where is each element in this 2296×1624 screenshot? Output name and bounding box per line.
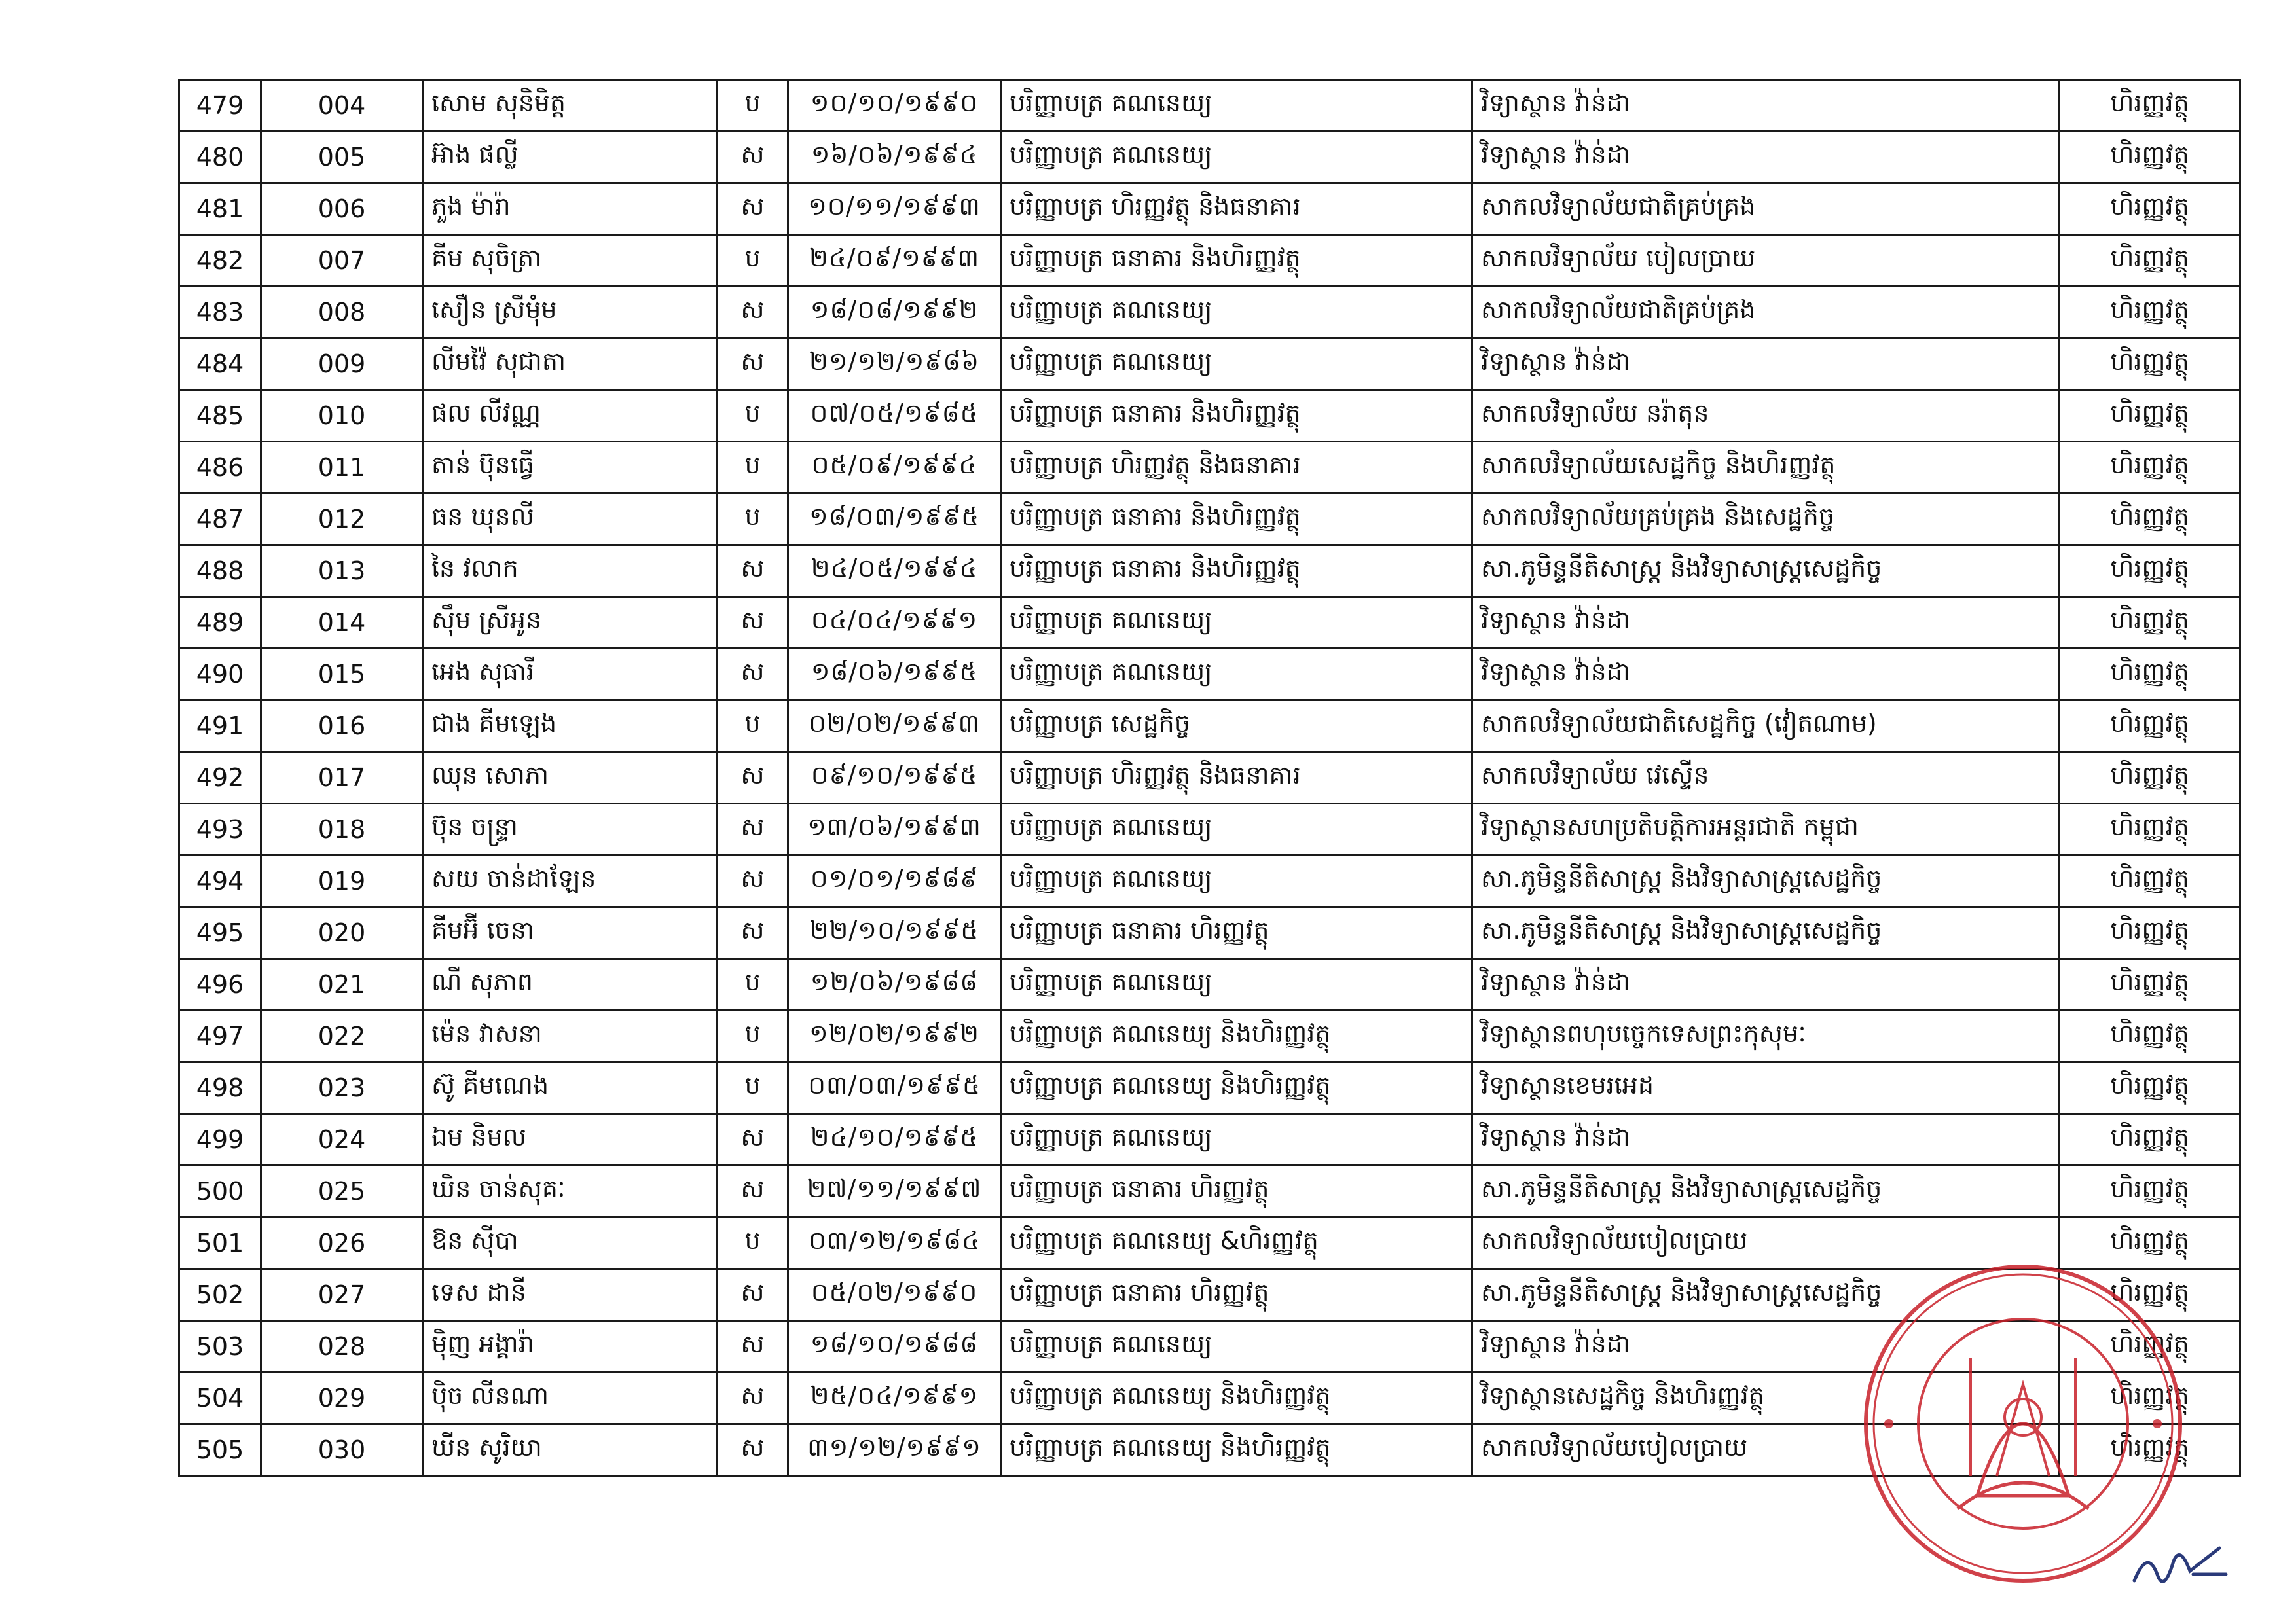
birth-date-cell: ១៨/១០/១៩៨៨: [788, 1321, 1001, 1373]
table-row: [179, 752, 2240, 804]
row-number-cell: 494: [179, 856, 261, 907]
birth-date-cell: ០៤/០៤/១៩៩១: [788, 597, 1001, 649]
row-number-cell: 490: [179, 649, 261, 700]
table-row: [179, 597, 2240, 649]
row-code-cell: 016: [261, 700, 423, 752]
major-cell: ហិរញ្ញវត្ថុ: [2060, 856, 2240, 907]
birth-date-cell: ០៥/០៩/១៩៩៤: [788, 442, 1001, 494]
major-cell: ហិរញ្ញវត្ថុ: [2060, 907, 2240, 959]
candidate-name-cell: អេង សុធារី: [423, 649, 718, 700]
major-cell: ហិរញ្ញវត្ថុ: [2060, 1166, 2240, 1218]
candidate-name-cell: ស៊ូ គីមណេង: [423, 1062, 718, 1114]
birth-date-cell: ០៣/០៣/១៩៩៥: [788, 1062, 1001, 1114]
degree-cell: បរិញ្ញាបត្រ សេដ្ឋកិច្ច: [1001, 700, 1472, 752]
candidate-name-cell: ឈុន សោភា: [423, 752, 718, 804]
birth-date-cell: ២៧/១១/១៩៩៧: [788, 1166, 1001, 1218]
row-code-cell: 013: [261, 545, 423, 597]
candidate-name-cell: សយ ចាន់ដាឡែន: [423, 856, 718, 907]
candidate-name-cell: ឃិន ចាន់សុគៈ: [423, 1166, 718, 1218]
row-code-cell: 022: [261, 1011, 423, 1062]
institution-cell: វិទ្យាស្ថាន វ៉ាន់ដា: [1472, 649, 2060, 700]
table-row: [179, 959, 2240, 1011]
sex-cell: ស: [718, 1269, 788, 1321]
institution-cell: សា.ភូមិន្ទនីតិសាស្ត្រ និងវិទ្យាសាស្ត្រសេដ្ឋកិច្ច: [1472, 1166, 2060, 1218]
candidate-name-cell: ប៊ុន ចន្ទ្រា: [423, 804, 718, 856]
institution-cell: វិទ្យាស្ថាន វ៉ាន់ដា: [1472, 1114, 2060, 1166]
sex-cell: ស: [718, 1114, 788, 1166]
birth-date-cell: ០៧/០៥/១៩៨៥: [788, 390, 1001, 442]
candidate-name-cell: តាន់ ប៊ុនធ្វើ: [423, 442, 718, 494]
degree-cell: បរិញ្ញាបត្រ ហិរញ្ញវត្ថុ និងធនាគារ: [1001, 183, 1472, 235]
institution-cell: វិទ្យាស្ថាន វ៉ាន់ដា: [1472, 132, 2060, 183]
row-number-cell: 491: [179, 700, 261, 752]
table-row: [179, 442, 2240, 494]
degree-cell: បរិញ្ញាបត្រ ធនាគារ និងហិរញ្ញវត្ថុ: [1001, 545, 1472, 597]
degree-cell: បរិញ្ញាបត្រ គណនេយ្យ: [1001, 287, 1472, 338]
row-number-cell: 502: [179, 1269, 261, 1321]
institution-cell: សាកលវិទ្យាល័យ វេស្ទើន: [1472, 752, 2060, 804]
degree-cell: បរិញ្ញាបត្រ គណនេយ្យ និងហិរញ្ញវត្ថុ: [1001, 1011, 1472, 1062]
row-code-cell: 005: [261, 132, 423, 183]
major-cell: ហិរញ្ញវត្ថុ: [2060, 1321, 2240, 1373]
major-cell: ហិរញ្ញវត្ថុ: [2060, 804, 2240, 856]
birth-date-cell: ១៨/០៣/១៩៩៥: [788, 494, 1001, 545]
row-code-cell: 010: [261, 390, 423, 442]
major-cell: ហិរញ្ញវត្ថុ: [2060, 390, 2240, 442]
major-cell: ហិរញ្ញវត្ថុ: [2060, 1114, 2240, 1166]
birth-date-cell: ០៥/០២/១៩៩០: [788, 1269, 1001, 1321]
birth-date-cell: ១៣/០៦/១៩៩៣: [788, 804, 1001, 856]
institution-cell: សាកលវិទ្យាល័យជាតិសេដ្ឋកិច្ច (វៀតណាម): [1472, 700, 2060, 752]
signature-mark: [2128, 1535, 2232, 1600]
row-number-cell: 480: [179, 132, 261, 183]
institution-cell: សាកលវិទ្យាល័យបៀលប្រាយ: [1472, 1424, 2060, 1476]
candidate-name-cell: លីមវ៉ៃ សុជាតា: [423, 338, 718, 390]
birth-date-cell: ១០/១០/១៩៩០: [788, 80, 1001, 132]
sex-cell: ស: [718, 132, 788, 183]
institution-cell: វិទ្យាស្ថាន វ៉ាន់ដា: [1472, 597, 2060, 649]
degree-cell: បរិញ្ញាបត្រ គណនេយ្យ: [1001, 1114, 1472, 1166]
row-code-cell: 008: [261, 287, 423, 338]
sex-cell: ស: [718, 597, 788, 649]
major-cell: ហិរញ្ញវត្ថុ: [2060, 649, 2240, 700]
sex-cell: ស: [718, 907, 788, 959]
degree-cell: បរិញ្ញាបត្រ គណនេយ្យ: [1001, 80, 1472, 132]
sex-cell: ស: [718, 1424, 788, 1476]
birth-date-cell: ១០/១១/១៩៩៣: [788, 183, 1001, 235]
institution-cell: សា.ភូមិន្ទនីតិសាស្ត្រ និងវិទ្យាសាស្ត្រសេដ្ឋកិច្ច: [1472, 907, 2060, 959]
degree-cell: បរិញ្ញាបត្រ គណនេយ្យ: [1001, 597, 1472, 649]
major-cell: ហិរញ្ញវត្ថុ: [2060, 700, 2240, 752]
birth-date-cell: ០២/០២/១៩៩៣: [788, 700, 1001, 752]
row-code-cell: 020: [261, 907, 423, 959]
institution-cell: វិទ្យាស្ថាន វ៉ាន់ដា: [1472, 80, 2060, 132]
institution-cell: វិទ្យាស្ថានសេដ្ឋកិច្ច និងហិរញ្ញវត្ថុ: [1472, 1373, 2060, 1424]
degree-cell: បរិញ្ញាបត្រ គណនេយ្យ: [1001, 959, 1472, 1011]
sex-cell: ប: [718, 235, 788, 287]
sex-cell: ប: [718, 494, 788, 545]
row-code-cell: 021: [261, 959, 423, 1011]
row-number-cell: 495: [179, 907, 261, 959]
sex-cell: ស: [718, 183, 788, 235]
candidate-name-cell: ឱន ស៊ីបា: [423, 1218, 718, 1269]
institution-cell: សាកលវិទ្យាល័យ បៀលប្រាយ: [1472, 235, 2060, 287]
table-row: [179, 287, 2240, 338]
table-row: [179, 700, 2240, 752]
row-number-cell: 483: [179, 287, 261, 338]
institution-cell: សាកលវិទ្យាល័យសេដ្ឋកិច្ច និងហិរញ្ញវត្ថុ: [1472, 442, 2060, 494]
major-cell: ហិរញ្ញវត្ថុ: [2060, 338, 2240, 390]
row-number-cell: 501: [179, 1218, 261, 1269]
row-number-cell: 500: [179, 1166, 261, 1218]
candidate-name-cell: ធន ឃុនលី: [423, 494, 718, 545]
degree-cell: បរិញ្ញាបត្រ គណនេយ្យ: [1001, 1321, 1472, 1373]
birth-date-cell: ២៤/០៩/១៩៩៣: [788, 235, 1001, 287]
row-number-cell: 479: [179, 80, 261, 132]
table-row: [179, 1114, 2240, 1166]
major-cell: ហិរញ្ញវត្ថុ: [2060, 752, 2240, 804]
major-cell: ហិរញ្ញវត្ថុ: [2060, 1218, 2240, 1269]
sex-cell: ប: [718, 700, 788, 752]
row-number-cell: 503: [179, 1321, 261, 1373]
major-cell: ហិរញ្ញវត្ថុ: [2060, 1062, 2240, 1114]
row-code-cell: 025: [261, 1166, 423, 1218]
institution-cell: វិទ្យាស្ថានពហុបច្ចេកទេសព្រះកុសុមៈ: [1472, 1011, 2060, 1062]
row-code-cell: 007: [261, 235, 423, 287]
row-number-cell: 499: [179, 1114, 261, 1166]
institution-cell: សាកលវិទ្យាល័យ នរ៉ាតុន: [1472, 390, 2060, 442]
birth-date-cell: ២២/១០/១៩៩៥: [788, 907, 1001, 959]
degree-cell: បរិញ្ញាបត្រ គណនេយ្យ និងហិរញ្ញវត្ថុ: [1001, 1062, 1472, 1114]
row-number-cell: 493: [179, 804, 261, 856]
sex-cell: ប: [718, 442, 788, 494]
birth-date-cell: ៣១/១២/១៩៩១: [788, 1424, 1001, 1476]
birth-date-cell: ១៨/០៦/១៩៩៥: [788, 649, 1001, 700]
degree-cell: បរិញ្ញាបត្រ ហិរញ្ញវត្ថុ និងធនាគារ: [1001, 752, 1472, 804]
degree-cell: បរិញ្ញាបត្រ ធនាគារ និងហិរញ្ញវត្ថុ: [1001, 494, 1472, 545]
row-code-cell: 024: [261, 1114, 423, 1166]
candidate-name-cell: សោម សុនិមិត្ត: [423, 80, 718, 132]
candidate-name-cell: ម៉ិញ អង្គារ៉ា: [423, 1321, 718, 1373]
sex-cell: ស: [718, 649, 788, 700]
major-cell: ហិរញ្ញវត្ថុ: [2060, 1011, 2240, 1062]
major-cell: ហិរញ្ញវត្ថុ: [2060, 1373, 2240, 1424]
degree-cell: បរិញ្ញាបត្រ ធនាគារ ហិរញ្ញវត្ថុ: [1001, 1269, 1472, 1321]
birth-date-cell: ១២/០៦/១៩៨៨: [788, 959, 1001, 1011]
table-row: [179, 235, 2240, 287]
row-number-cell: 498: [179, 1062, 261, 1114]
birth-date-cell: ២១/១២/១៩៨៦: [788, 338, 1001, 390]
row-code-cell: 028: [261, 1321, 423, 1373]
row-number-cell: 482: [179, 235, 261, 287]
institution-cell: សាកលវិទ្យាល័យជាតិគ្រប់គ្រង: [1472, 287, 2060, 338]
table-row: [179, 80, 2240, 132]
degree-cell: បរិញ្ញាបត្រ ធនាគារ ហិរញ្ញវត្ថុ: [1001, 907, 1472, 959]
candidate-name-cell: អ៊ាង ផល្លី: [423, 132, 718, 183]
row-code-cell: 012: [261, 494, 423, 545]
table-row: [179, 649, 2240, 700]
major-cell: ហិរញ្ញវត្ថុ: [2060, 183, 2240, 235]
candidate-name-cell: គីមអ៊ី ចេនា: [423, 907, 718, 959]
row-code-cell: 019: [261, 856, 423, 907]
birth-date-cell: ២៤/០៥/១៩៩៤: [788, 545, 1001, 597]
row-number-cell: 481: [179, 183, 261, 235]
table-row: [179, 494, 2240, 545]
row-code-cell: 027: [261, 1269, 423, 1321]
major-cell: ហិរញ្ញវត្ថុ: [2060, 442, 2240, 494]
candidate-name-cell: នៃ វលាក: [423, 545, 718, 597]
candidate-name-cell: ឃីន សូរិយា: [423, 1424, 718, 1476]
row-code-cell: 017: [261, 752, 423, 804]
sex-cell: ស: [718, 287, 788, 338]
institution-cell: សា.ភូមិន្ទនីតិសាស្ត្រ និងវិទ្យាសាស្ត្រសេដ្ឋកិច្ច: [1472, 545, 2060, 597]
institution-cell: សា.ភូមិន្ទនីតិសាស្ត្រ និងវិទ្យាសាស្ត្រសេដ្ឋកិច្ច: [1472, 1269, 2060, 1321]
institution-cell: សាកលវិទ្យាល័យគ្រប់គ្រង និងសេដ្ឋកិច្ច: [1472, 494, 2060, 545]
row-number-cell: 488: [179, 545, 261, 597]
candidate-name-cell: ឯម និមល: [423, 1114, 718, 1166]
sex-cell: ប: [718, 1062, 788, 1114]
row-number-cell: 486: [179, 442, 261, 494]
birth-date-cell: ១៦/០៦/១៩៩៤: [788, 132, 1001, 183]
candidate-name-cell: ណី សុភាព: [423, 959, 718, 1011]
birth-date-cell: ១៨/០៨/១៩៩២: [788, 287, 1001, 338]
table-row: [179, 1062, 2240, 1114]
institution-cell: វិទ្យាស្ថាន វ៉ាន់ដា: [1472, 1321, 2060, 1373]
major-cell: ហិរញ្ញវត្ថុ: [2060, 597, 2240, 649]
birth-date-cell: ០៩/១០/១៩៩៥: [788, 752, 1001, 804]
sex-cell: ស: [718, 1373, 788, 1424]
row-number-cell: 504: [179, 1373, 261, 1424]
candidate-name-cell: គីម សុចិត្រា: [423, 235, 718, 287]
sex-cell: ប: [718, 390, 788, 442]
birth-date-cell: ២៤/១០/១៩៩៥: [788, 1114, 1001, 1166]
sex-cell: ស: [718, 856, 788, 907]
degree-cell: បរិញ្ញាបត្រ គណនេយ្យ: [1001, 338, 1472, 390]
institution-cell: សា.ភូមិន្ទនីតិសាស្ត្រ និងវិទ្យាសាស្ត្រសេដ្ឋកិច្ច: [1472, 856, 2060, 907]
degree-cell: បរិញ្ញាបត្រ ហិរញ្ញវត្ថុ និងធនាគារ: [1001, 442, 1472, 494]
row-code-cell: 018: [261, 804, 423, 856]
birth-date-cell: ១២/០២/១៩៩២: [788, 1011, 1001, 1062]
row-code-cell: 015: [261, 649, 423, 700]
table-row: [179, 132, 2240, 183]
major-cell: ហិរញ្ញវត្ថុ: [2060, 959, 2240, 1011]
degree-cell: បរិញ្ញាបត្រ គណនេយ្យ: [1001, 132, 1472, 183]
row-number-cell: 487: [179, 494, 261, 545]
institution-cell: វិទ្យាស្ថានសហប្រតិបត្តិការអន្តរជាតិ កម្ពុជា: [1472, 804, 2060, 856]
major-cell: ហិរញ្ញវត្ថុ: [2060, 235, 2240, 287]
degree-cell: បរិញ្ញាបត្រ ធនាគារ ហិរញ្ញវត្ថុ: [1001, 1166, 1472, 1218]
major-cell: ហិរញ្ញវត្ថុ: [2060, 1424, 2240, 1476]
sex-cell: ប: [718, 80, 788, 132]
institution-cell: សាកលវិទ្យាល័យបៀលប្រាយ: [1472, 1218, 2060, 1269]
major-cell: ហិរញ្ញវត្ថុ: [2060, 494, 2240, 545]
table-row: [179, 1166, 2240, 1218]
row-code-cell: 004: [261, 80, 423, 132]
candidate-name-cell: ផល លីវណ្ណ: [423, 390, 718, 442]
sex-cell: ប: [718, 1011, 788, 1062]
institution-cell: វិទ្យាស្ថាន វ៉ាន់ដា: [1472, 338, 2060, 390]
candidate-name-cell: សឿន ស្រីមុំម: [423, 287, 718, 338]
table-row: [179, 804, 2240, 856]
table-row: [179, 390, 2240, 442]
candidate-name-cell: ស៊ឹម ស្រីអូន: [423, 597, 718, 649]
row-code-cell: 006: [261, 183, 423, 235]
institution-cell: វិទ្យាស្ថានខេមរអេដ: [1472, 1062, 2060, 1114]
major-cell: ហិរញ្ញវត្ថុ: [2060, 545, 2240, 597]
row-code-cell: 026: [261, 1218, 423, 1269]
table-row: [179, 183, 2240, 235]
major-cell: ហិរញ្ញវត្ថុ: [2060, 1269, 2240, 1321]
candidate-name-cell: ម៉េន វាសនា: [423, 1011, 718, 1062]
row-code-cell: 023: [261, 1062, 423, 1114]
row-code-cell: 011: [261, 442, 423, 494]
row-code-cell: 014: [261, 597, 423, 649]
degree-cell: បរិញ្ញាបត្រ គណនេយ្យ: [1001, 856, 1472, 907]
degree-cell: បរិញ្ញាបត្រ គណនេយ្យ និងហិរញ្ញវត្ថុ: [1001, 1373, 1472, 1424]
table-row: [179, 545, 2240, 597]
row-number-cell: 496: [179, 959, 261, 1011]
sex-cell: ស: [718, 1321, 788, 1373]
table-row: [179, 856, 2240, 907]
degree-cell: បរិញ្ញាបត្រ ធនាគារ និងហិរញ្ញវត្ថុ: [1001, 390, 1472, 442]
table-row: [179, 907, 2240, 959]
institution-cell: សាកលវិទ្យាល័យជាតិគ្រប់គ្រង: [1472, 183, 2060, 235]
degree-cell: បរិញ្ញាបត្រ ធនាគារ និងហិរញ្ញវត្ថុ: [1001, 235, 1472, 287]
candidate-name-cell: ជាង គីមឡេង: [423, 700, 718, 752]
major-cell: ហិរញ្ញវត្ថុ: [2060, 132, 2240, 183]
sex-cell: ស: [718, 752, 788, 804]
table-row: [179, 1011, 2240, 1062]
degree-cell: បរិញ្ញាបត្រ គណនេយ្យ &ហិរញ្ញវត្ថុ: [1001, 1218, 1472, 1269]
degree-cell: បរិញ្ញាបត្រ គណនេយ្យ: [1001, 804, 1472, 856]
major-cell: ហិរញ្ញវត្ថុ: [2060, 287, 2240, 338]
row-code-cell: 009: [261, 338, 423, 390]
sex-cell: ស: [718, 545, 788, 597]
major-cell: ហិរញ្ញវត្ថុ: [2060, 80, 2240, 132]
row-number-cell: 492: [179, 752, 261, 804]
sex-cell: ស: [718, 338, 788, 390]
birth-date-cell: ០១/០១/១៩៨៩: [788, 856, 1001, 907]
row-number-cell: 489: [179, 597, 261, 649]
candidate-name-cell: ភួង ម៉ារ៉ា: [423, 183, 718, 235]
row-number-cell: 505: [179, 1424, 261, 1476]
institution-cell: វិទ្យាស្ថាន វ៉ាន់ដា: [1472, 959, 2060, 1011]
candidate-name-cell: ទេស ដានី: [423, 1269, 718, 1321]
candidate-name-cell: ប៉ិច លីនណា: [423, 1373, 718, 1424]
sex-cell: ស: [718, 1166, 788, 1218]
sex-cell: ស: [718, 804, 788, 856]
degree-cell: បរិញ្ញាបត្រ គណនេយ្យ: [1001, 649, 1472, 700]
row-code-cell: 030: [261, 1424, 423, 1476]
sex-cell: ប: [718, 1218, 788, 1269]
sex-cell: ប: [718, 959, 788, 1011]
row-code-cell: 029: [261, 1373, 423, 1424]
birth-date-cell: ០៣/១២/១៩៨៤: [788, 1218, 1001, 1269]
degree-cell: បរិញ្ញាបត្រ គណនេយ្យ និងហិរញ្ញវត្ថុ: [1001, 1424, 1472, 1476]
table-row: [179, 338, 2240, 390]
birth-date-cell: ២៥/០៤/១៩៩១: [788, 1373, 1001, 1424]
row-number-cell: 484: [179, 338, 261, 390]
row-number-cell: 485: [179, 390, 261, 442]
row-number-cell: 497: [179, 1011, 261, 1062]
